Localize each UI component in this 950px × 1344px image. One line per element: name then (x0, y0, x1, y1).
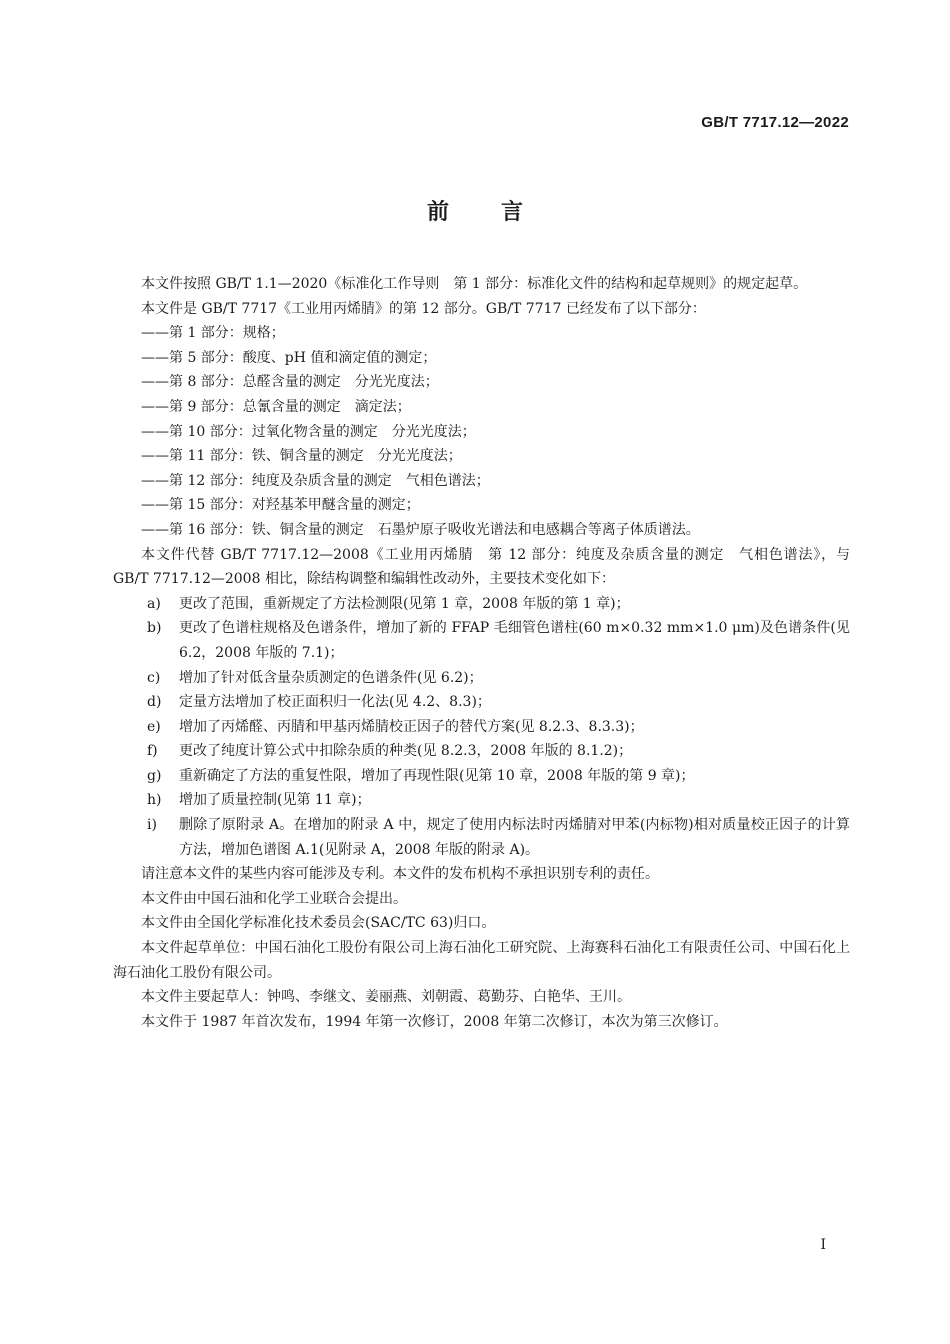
parts-list (113, 321, 850, 542)
item-label: f) (147, 743, 158, 760)
committee-paragraph: 本文件由全国化学标准化技术委员会(SAC/TC 63)归口。 (141, 915, 496, 932)
item-text: 更改了范围，重新规定了方法检测限(见第 1 章，2008 年版的第 1 章)； (179, 595, 630, 612)
history-paragraph: 本文件于 1987 年首次发布，1994 年第一次修订，2008 年第二次修订，本次为第三次修订。 (141, 1013, 728, 1030)
list-item (113, 813, 850, 862)
list-item: ——第 8 部分：总醛含量的测定 分光光度法； (141, 374, 439, 391)
list-item (113, 690, 850, 715)
patent-notice: 请注意本文件的某些内容可能涉及专利。本文件的发布机构不承担识别专利的责任。 (141, 866, 659, 883)
item-text: 增加了针对低含量杂质测定的色谱条件(见 6.2)； (179, 669, 483, 686)
list-item (113, 616, 850, 665)
list-item: ——第 12 部分：纯度及杂质含量的测定 气相色谱法； (141, 472, 490, 489)
changes-list (113, 592, 850, 863)
drafting-units-paragraph: 本文件起草单位：中国石油化工股份有限公司上海石油化工研究院、上海赛科石油化工有限责任公司、中国石化上海石油化工股份有限公司。 (113, 940, 850, 981)
list-item: ——第 9 部分：总氰含量的测定 滴定法； (141, 398, 411, 415)
list-item: ——第 15 部分：对羟基苯甲醚含量的测定； (141, 497, 420, 514)
proposer-paragraph: 本文件由中国石油和化学工业联合会提出。 (141, 890, 407, 907)
list-item (113, 666, 850, 691)
item-text: 增加了丙烯醛、丙腈和甲基丙烯腈校正因子的替代方案(见 8.2.3、8.3.3)； (179, 718, 644, 735)
list-item (113, 715, 850, 740)
list-item (113, 592, 850, 617)
item-label: a) (147, 595, 161, 612)
list-item: ——第 11 部分：铁、铜含量的测定 分光光度法； (141, 448, 462, 465)
item-label: g) (147, 767, 162, 784)
item-label: e) (147, 718, 161, 735)
list-item: ——第 5 部分：酸度、pH 值和滴定值的测定； (141, 349, 437, 366)
item-label: b) (147, 620, 162, 637)
list-item: ——第 16 部分：铁、铜含量的测定 石墨炉原子吸收光谱法和电感耦合等离子体质谱法。 (141, 521, 700, 538)
list-item (113, 788, 850, 813)
intro-paragraph: 本文件按照 GB/T 1.1—2020《标准化工作导则 第 1 部分：标准化文件的结构和起草规则》的规定起草。 (141, 276, 808, 292)
intro-paragraph: 本文件是 GB/T 7717《工业用丙烯腈》的第 12 部分。GB/T 7717 已经发布了以下部分： (141, 300, 706, 317)
item-text: 重新确定了方法的重复性限，增加了再现性限(见第 10 章，2008 年版的第 9 章)； (179, 767, 695, 784)
item-label: d) (147, 694, 162, 711)
list-item: ——第 1 部分：规格； (141, 325, 285, 342)
list-item (113, 739, 850, 764)
item-text: 删除了原附录 A。在增加的附录 A 中，规定了使用内标法时丙烯腈对甲苯(内标物)相对质量校正因子的计算方法，增加色谱图 A.1(见附录 A，2008 年版的附录 A)。 (179, 817, 850, 858)
page-title: 前言 (426, 200, 575, 225)
item-text: 更改了纯度计算公式中扣除杂质的种类(见 8.2.3，2008 年版的 8.1.2)； (179, 743, 633, 760)
item-text: 定量方法增加了校正面积归一化法(见 4.2、8.3)； (179, 694, 491, 711)
list-item: ——第 10 部分：过氧化物含量的测定 分光光度法； (141, 423, 476, 440)
foreword-body (113, 272, 850, 1034)
item-text: 更改了色谱柱规格及色谱条件，增加了新的 FFAP 毛细管色谱柱(60 m×0.32 mm×1.0 μm)及色谱条件(见 6.2，2008 年版的 7.1)； (179, 620, 850, 661)
item-label: i) (147, 817, 157, 834)
item-label: c) (147, 669, 161, 686)
replaces-paragraph: 本文件代替 GB/T 7717.12—2008《工业用丙烯腈 第 12 部分：纯度及杂质含量的测定 气相色谱法》，与 GB/T 7717.12—2008 相比，除结构调整和编辑性改动外，主要技术变化如下： (113, 546, 850, 588)
standard-code: GB/T 7717.12—2022 (701, 114, 849, 131)
item-label: h) (147, 792, 162, 809)
drafters-paragraph: 本文件主要起草人：钟鸣、李继文、姜丽燕、刘朝霞、葛勤芬、白艳华、王川。 (141, 989, 631, 1006)
page-number: I (820, 1237, 826, 1253)
item-text: 增加了质量控制(见第 11 章)； (179, 792, 371, 809)
list-item (113, 764, 850, 789)
